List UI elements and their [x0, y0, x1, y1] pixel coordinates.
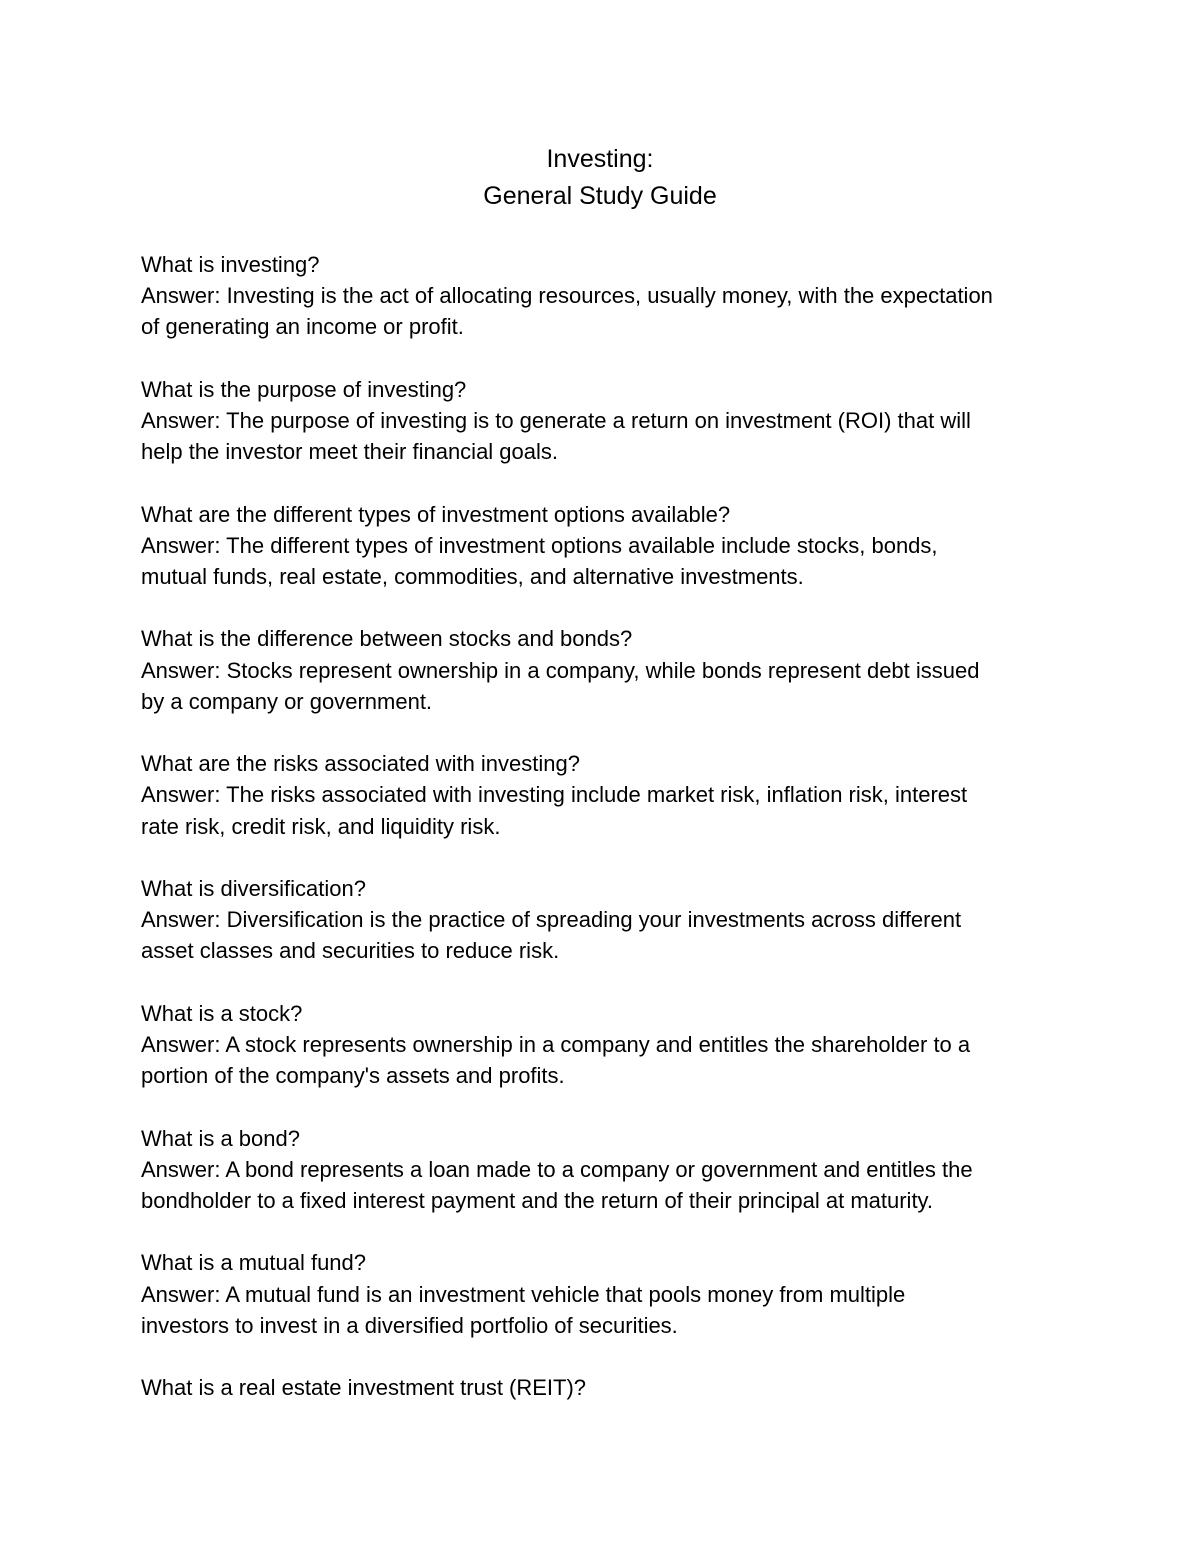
qa-list: [141, 249, 1066, 1435]
qa-item: [141, 374, 1066, 468]
question: What are the different types of investment options available?: [141, 501, 731, 527]
qa-item: [141, 499, 1066, 593]
answer-line: Answer: Investing is the act of allocating resources, usually money, with the expectation: [141, 283, 993, 309]
answer-line: Answer: The purpose of investing is to generate a return on investment (ROI) that will: [141, 408, 971, 433]
answer-line: by a company or government.: [141, 688, 433, 714]
question: What is the difference between stocks and bonds?: [141, 626, 633, 652]
question: What is a bond?: [141, 1125, 300, 1151]
question: What are the risks associated with investing?: [141, 751, 580, 777]
qa-item: [141, 623, 1066, 717]
answer-line: rate risk, credit risk, and liquidity risk.: [141, 813, 501, 839]
question: What is diversification?: [141, 875, 366, 901]
answer-line: bondholder to a fixed interest payment and the return of their principal at maturity.: [141, 1187, 934, 1213]
answer-line: investors to invest in a diversified portfolio of securities.: [141, 1312, 678, 1338]
answer-line: Answer: A stock represents ownership in a company and entitles the shareholder to a: [141, 1031, 971, 1057]
title-line-1: Investing:: [546, 145, 654, 173]
qa-item: [141, 998, 1066, 1092]
qa-item: [141, 1123, 1066, 1217]
qa-item: [141, 1372, 1066, 1403]
title-line-2: General Study Guide: [483, 182, 717, 210]
question: What is investing?: [141, 252, 320, 277]
question: What is a real estate investment trust (REIT)?: [141, 1375, 587, 1401]
qa-item: [141, 873, 1066, 967]
answer-line: Answer: Stocks represent ownership in a company, while bonds represent debt issued: [141, 657, 980, 683]
answer-line: help the investor meet their financial goals.: [141, 439, 559, 465]
answer-line: Answer: The different types of investment options available include stocks, bonds,: [141, 532, 938, 558]
answer-line: of generating an income or profit.: [141, 314, 464, 340]
qa-item: [141, 1247, 1066, 1341]
answer-line: mutual funds, real estate, commodities, and alternative investments.: [141, 564, 804, 589]
qa-item: [141, 748, 1066, 842]
qa-item: [141, 249, 1066, 343]
question: What is the purpose of investing?: [141, 376, 467, 402]
answer-line: Answer: A bond represents a loan made to a company or government and entitles the: [141, 1156, 973, 1182]
answer-line: portion of the company's assets and profits.: [141, 1063, 565, 1089]
answer-line: Answer: The risks associated with investing include market risk, inflation risk, interest: [141, 782, 968, 808]
question: What is a mutual fund?: [141, 1250, 367, 1276]
answer-line: Answer: A mutual fund is an investment vehicle that pools money from multiple: [141, 1281, 906, 1307]
document-title: [0, 141, 1200, 215]
question: What is a stock?: [141, 1000, 303, 1026]
answer-line: asset classes and securities to reduce risk.: [141, 938, 560, 964]
answer-line: Answer: Diversification is the practice of spreading your investments across different: [141, 907, 962, 933]
